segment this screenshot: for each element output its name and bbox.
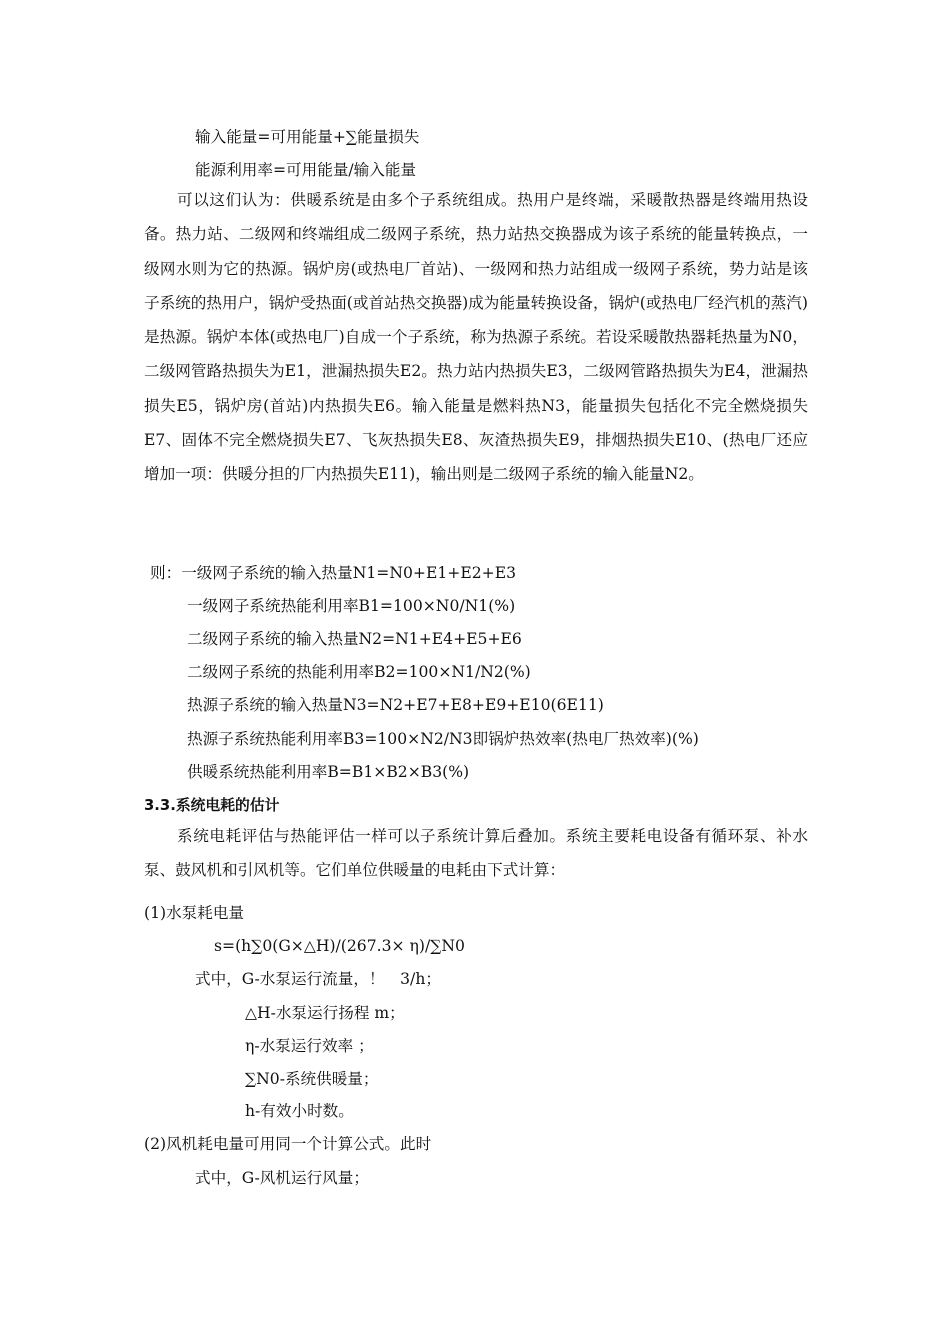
paragraph-power-consumption: 系统电耗评估与热能评估一样可以子系统计算后叠加。系统主要耗电设备有循环泵、补水泵、鼓风机和引风机等。它们单位供暖量的电耗由下式计算： xyxy=(144,827,808,880)
equation-n1: 则：一级网子系统的输入热量N1=N0+E1+E2+E3 xyxy=(150,564,517,582)
fan-where-line: 式中，G-风机运行风量； xyxy=(195,1169,369,1187)
equation-b2: 二级网子系统的热能利用率B2=100×N1/N2(%) xyxy=(187,663,531,681)
equation-b3: 热源子系统热能利用率B3=100×N2/N3即锅炉热效率(热电厂热效率)(%) xyxy=(187,730,699,748)
pump-supply-def: ∑N0-系统供暖量； xyxy=(245,1070,379,1088)
fan-title: (2)风机耗电量可用同一个计算公式。此时 xyxy=(144,1135,432,1153)
pump-formula: s=(h∑0(G×△H)/(267.3× η)/∑N0 xyxy=(214,937,465,955)
pump-title: (1)水泵耗电量 xyxy=(144,904,245,922)
section-heading: 3.3.系统电耗的估计 xyxy=(144,797,280,814)
pump-head-def: △H-水泵运行扬程 m； xyxy=(245,1004,405,1022)
formula-utilization: 能源利用率=可用能量/输入能量 xyxy=(195,161,417,179)
equation-n2: 二级网子系统的输入热量N2=N1+E4+E5+E6 xyxy=(187,630,522,648)
pump-hours-def: h-有效小时数。 xyxy=(245,1102,354,1120)
pump-efficiency-def: η-水泵运行效率 ； xyxy=(245,1037,374,1055)
formula-input-energy: 输入能量=可用能量+∑能量损失 xyxy=(195,128,420,146)
equation-b1: 一级网子系统热能利用率B1=100×N0/N1(%) xyxy=(187,597,516,615)
equation-n3: 热源子系统的输入热量N3=N2+E7+E8+E9+E10(6E11) xyxy=(187,696,604,714)
paragraph-heating-subsystems: 可以这们认为：供暖系统是由多个子系统组成。热用户是终端，采暖散热器是终端用热设备。热力站、二级网和终端组成二级网子系统，热力站热交换器成为该子系统的能量转换点，一级网水则为它的热源。锅炉房(或热电厂首站)、一级网和热力站组成一级网子系统，势力站是该子系统的热用户，锅炉受热面(或首站热交换器)成为能量转换设备，锅炉(或热电厂经汽机的蒸汽)是热源。锅炉本体(或热电厂)自成一个子系统，称为热源子系统。若设采暖散热器耗热量为N0，二级网管路热损失为E1，泄漏热损失E2。热力站内热损失E3，二级网管路热损失为E4，泄漏热损失E5，锅炉房(首站)内热损失E6。输入能量是燃料热N3，能量损失包括化不完全燃烧损失E7、固体不完全燃烧损失E7、飞灰热损失E8、灰渣热损失E9，排烟热损失E10、(热电厂还应增加一项：供暖分担的厂内热损失E11)，输出则是二级网子系统的输入能量N2。 xyxy=(144,191,808,484)
equation-b-total: 供暖系统热能利用率B=B1×B2×B3(%) xyxy=(187,763,470,781)
pump-where-line: 式中，G-水泵运行流量，！ 3/h； xyxy=(195,970,441,988)
